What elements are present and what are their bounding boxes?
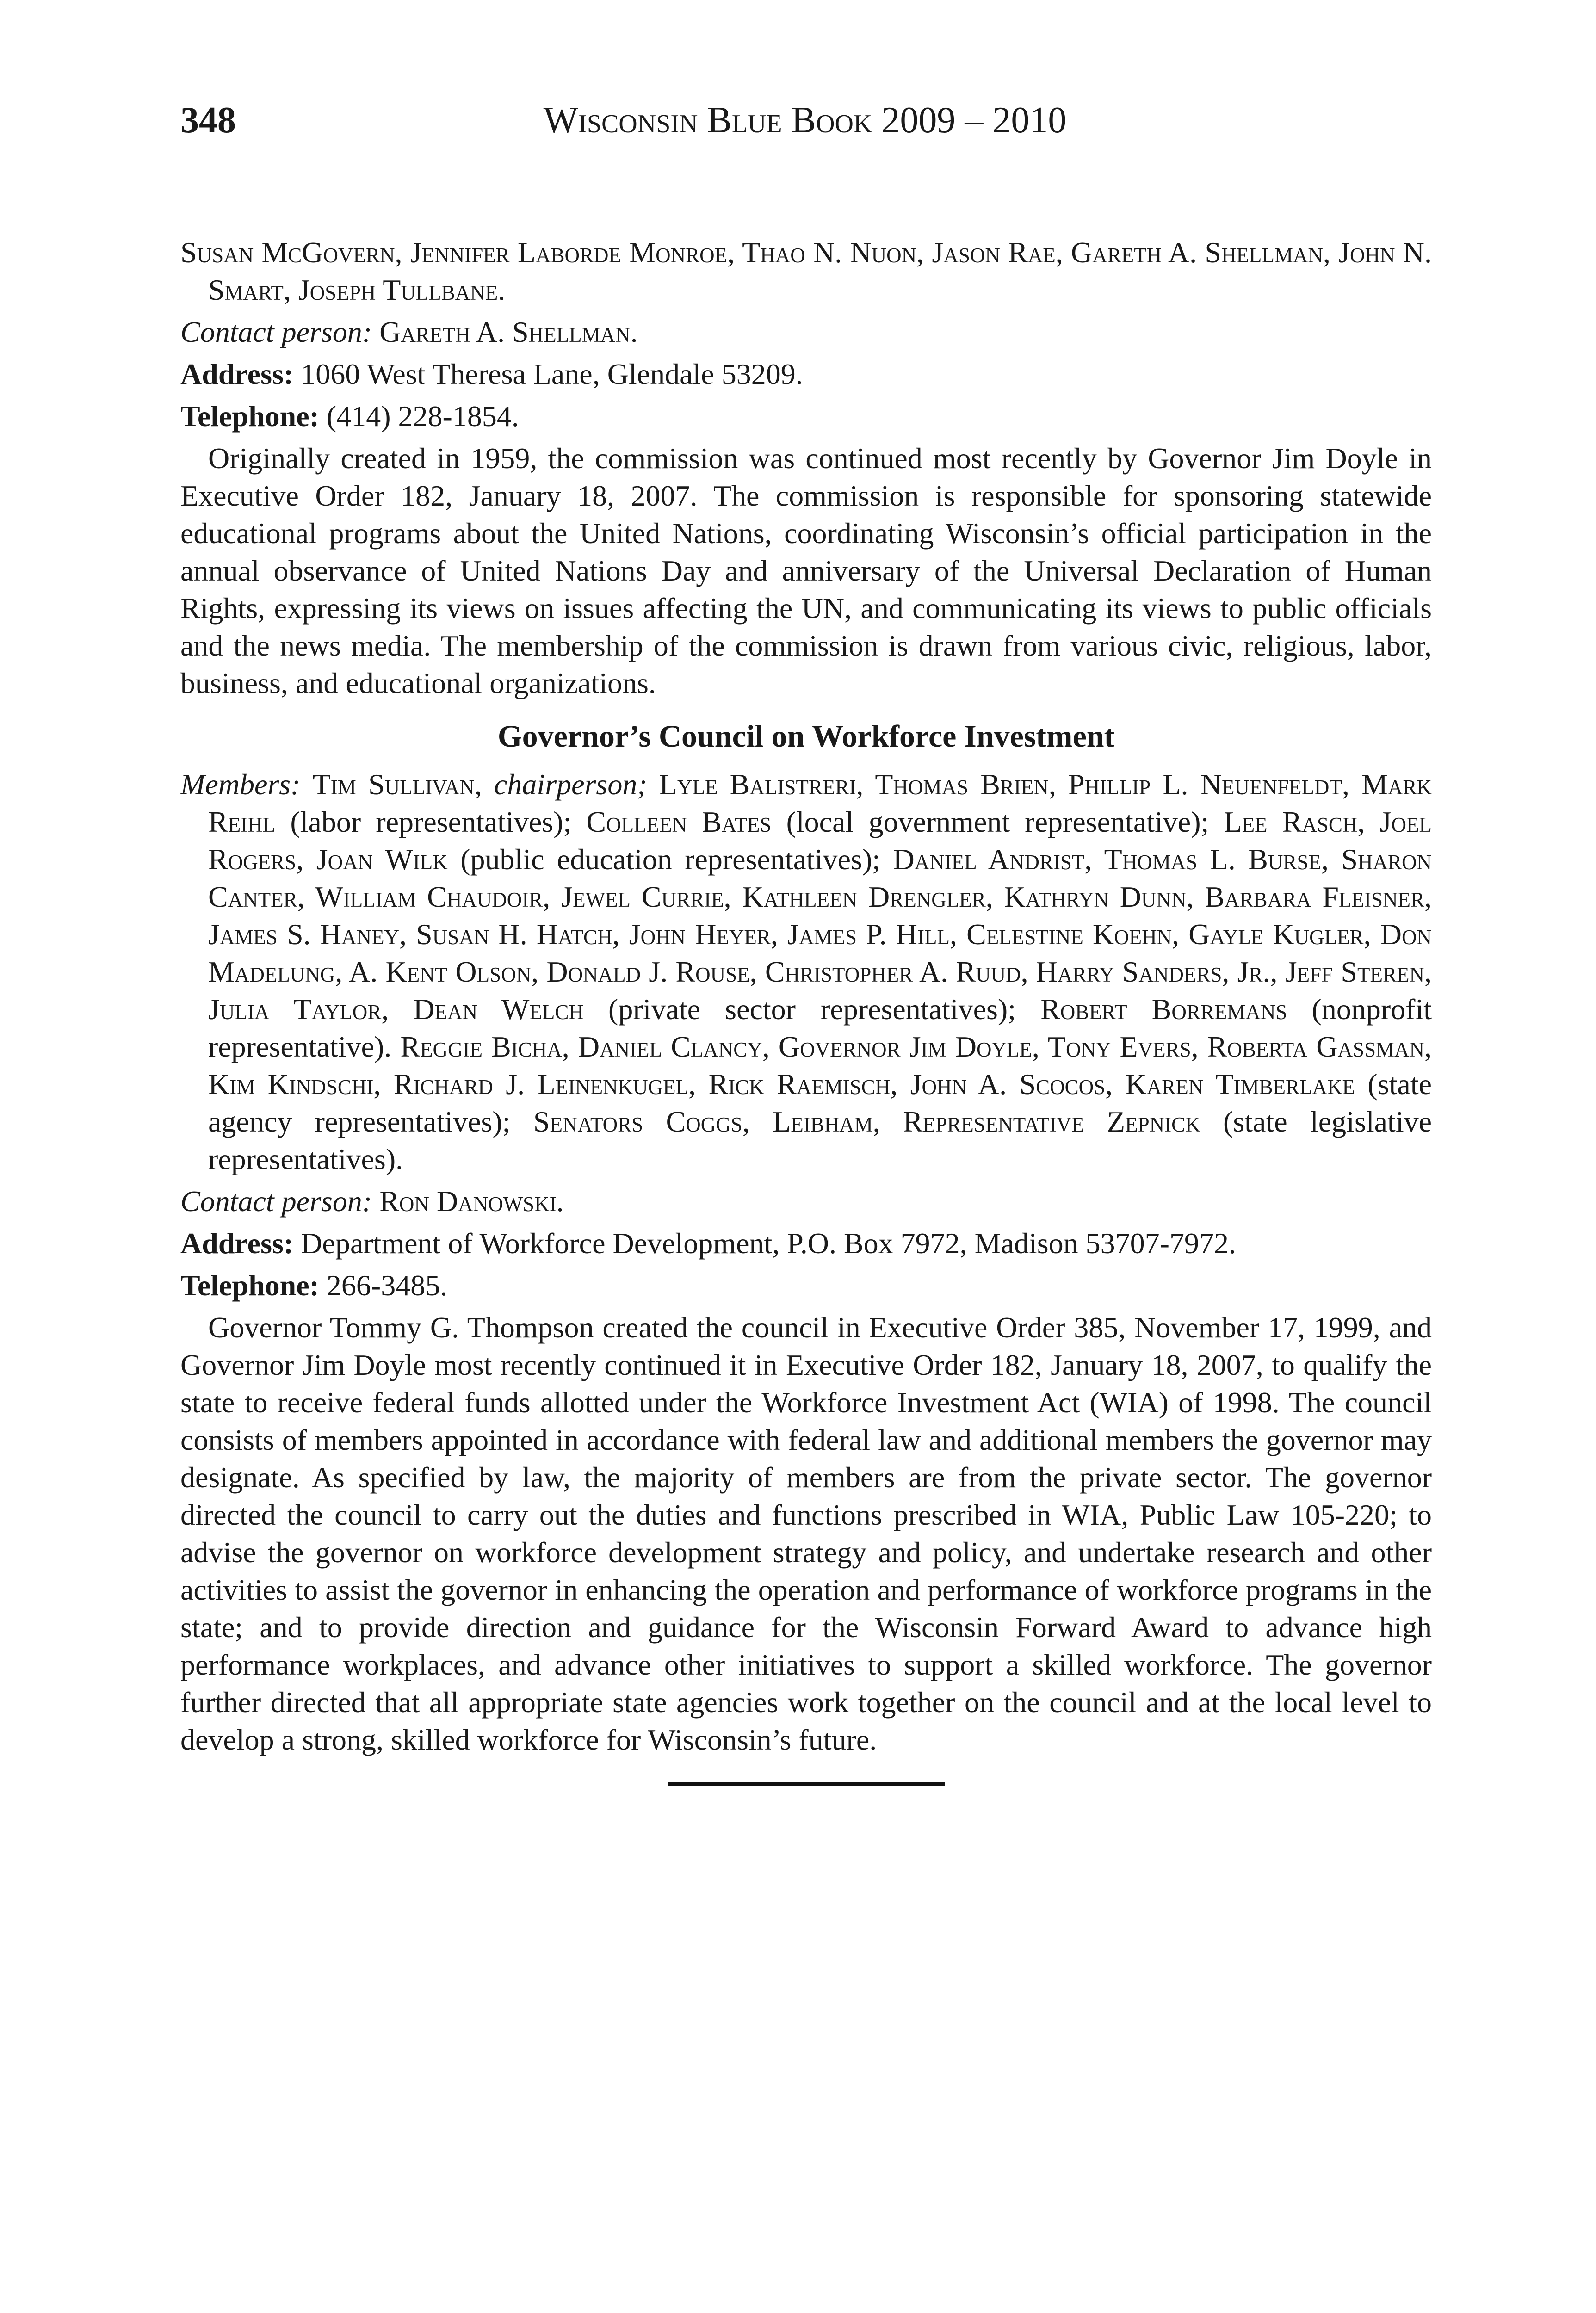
- state-agency-representatives: Reggie Bicha, Daniel Clancy, Governor Jim Doyle, Tony Evers, Roberta Gassman, Kim Kindschi, Richard J. Leinenkugel, Rick Raemisch, John A. Scocos, Karen Timberlake: [208, 1030, 1432, 1101]
- contact-label: Contact person:: [180, 315, 372, 348]
- council-contact: [180, 1182, 1432, 1220]
- address-value: Department of Workforce Development, P.O. Box 7972, Madison 53707-7972.: [301, 1227, 1236, 1260]
- running-title: Wisconsin Blue Book 2009 – 2010: [543, 100, 1067, 141]
- address-value: 1060 West Theresa Lane, Glendale 53209.: [301, 358, 803, 390]
- nonprofit-representative: Robert Borremans: [1040, 993, 1287, 1026]
- end-rule: [668, 1782, 945, 1786]
- telephone-label: Telephone:: [180, 1269, 319, 1302]
- education-description: (public education representatives);: [460, 843, 881, 876]
- chair-role: chairperson;: [494, 768, 647, 801]
- local-government-representative: Colleen Bates: [586, 805, 772, 838]
- private-sector-representatives: Daniel Andrist, Thomas L. Burse, Sharon Canter, William Chaudoir, Jewel Currie, Kathleen Drengler, Kathryn Dunn, Barbara Fleisner, James S. Haney, Susan H. Hatch, John Heyer, James P. Hill, Celestine Koehn, Gayle Kugler, Don Madelung, A. Kent Olson, Donald J. Rouse, Christopher A. Ruud, Harry Sanders, Jr., Jeff Steren, Julia Taylor, Dean Welch: [208, 843, 1432, 1026]
- council-telephone: [180, 1267, 1432, 1304]
- section-heading: Governor’s Council on Workforce Investment: [497, 718, 1115, 754]
- labor-description: (labor representatives);: [290, 805, 572, 838]
- address-label: Address:: [180, 358, 294, 390]
- contact-value: Gareth A. Shellman.: [379, 315, 638, 348]
- un-commission-members: Susan McGovern, Jennifer Laborde Monroe, Thao N. Nuon, Jason Rae, Gareth A. Shellman, John N. Smart, Joseph Tullbane.: [180, 236, 1432, 306]
- state-agency-description: (state agency representatives);: [208, 1068, 1432, 1138]
- council-description: Governor Tommy G. Thompson created the council in Executive Order 385, November 17, 1999, and Governor Jim Doyle most recently continued it in Executive Order 182, January 18, 2007, to qualify the state to receive federal funds allotted under the Workforce Investment Act (WIA) of 1998. The council consists of members appointed in accordance with federal law and additional members the governor may designate. As specified by law, the majority of members are from the private sector. The governor directed the council to carry out the duties and functions prescribed in WIA, Public Law 105-220; to advise the governor on workforce development strategy and policy, and undertake research and other activities to assist the governor in enhancing the operation and performance of workforce programs in the state; and to provide direction and guidance for the Wisconsin Forward Award to advance high performance workplaces, and advance other initiatives to support a skilled workforce. The governor further directed that all appropriate state agencies work together on the council and at the local level to develop a strong, skilled workforce for Wisconsin’s future.: [180, 1311, 1432, 1756]
- legislative-description: (state legislative representatives).: [208, 1105, 1432, 1175]
- local-government-description: (local government representative);: [786, 805, 1209, 838]
- education-representatives: Lee Rasch, Joel Rogers, Joan Wilk: [208, 805, 1432, 876]
- telephone-value: 266-3485.: [326, 1269, 448, 1302]
- legislative-representatives: Senators Coggs, Leibham, Representative Zepnick: [533, 1105, 1200, 1138]
- labor-representatives: Lyle Balistreri, Thomas Brien, Phillip L. Neuenfeldt, Mark Reihl: [208, 768, 1432, 838]
- un-commission-address: [180, 355, 1432, 393]
- page-number: 348: [180, 100, 236, 141]
- contact-value: Ron Danowski.: [379, 1185, 564, 1218]
- members-label: Members:: [180, 768, 301, 801]
- nonprofit-description: (nonprofit representative).: [208, 993, 1432, 1063]
- page-content: [180, 234, 1432, 1786]
- page-header: [180, 95, 1429, 146]
- council-members: [180, 766, 1432, 1178]
- contact-label: Contact person:: [180, 1185, 372, 1218]
- telephone-value: (414) 228-1854.: [326, 400, 519, 433]
- un-commission-telephone: [180, 397, 1432, 435]
- un-commission-contact: [180, 313, 1432, 351]
- council-address: [180, 1225, 1432, 1262]
- address-label: Address:: [180, 1227, 294, 1260]
- un-commission-description: Originally created in 1959, the commission was continued most recently by Governor Jim Doyle in Executive Order 182, January 18, 2007. The commission is responsible for sponsoring statewide educational programs about the United Nations, coordinating Wisconsin’s official participation in the annual observance of United Nations Day and anniversary of the Universal Declaration of Human Rights, expressing its views on issues affecting the UN, and communicating its views to public officials and the news media. The membership of the commission is drawn from various civic, religious, labor, business, and educational organizations.: [180, 442, 1432, 699]
- telephone-label: Telephone:: [180, 400, 319, 433]
- private-sector-description: (private sector representatives);: [608, 993, 1016, 1026]
- chair-name: Tim Sullivan,: [312, 768, 482, 801]
